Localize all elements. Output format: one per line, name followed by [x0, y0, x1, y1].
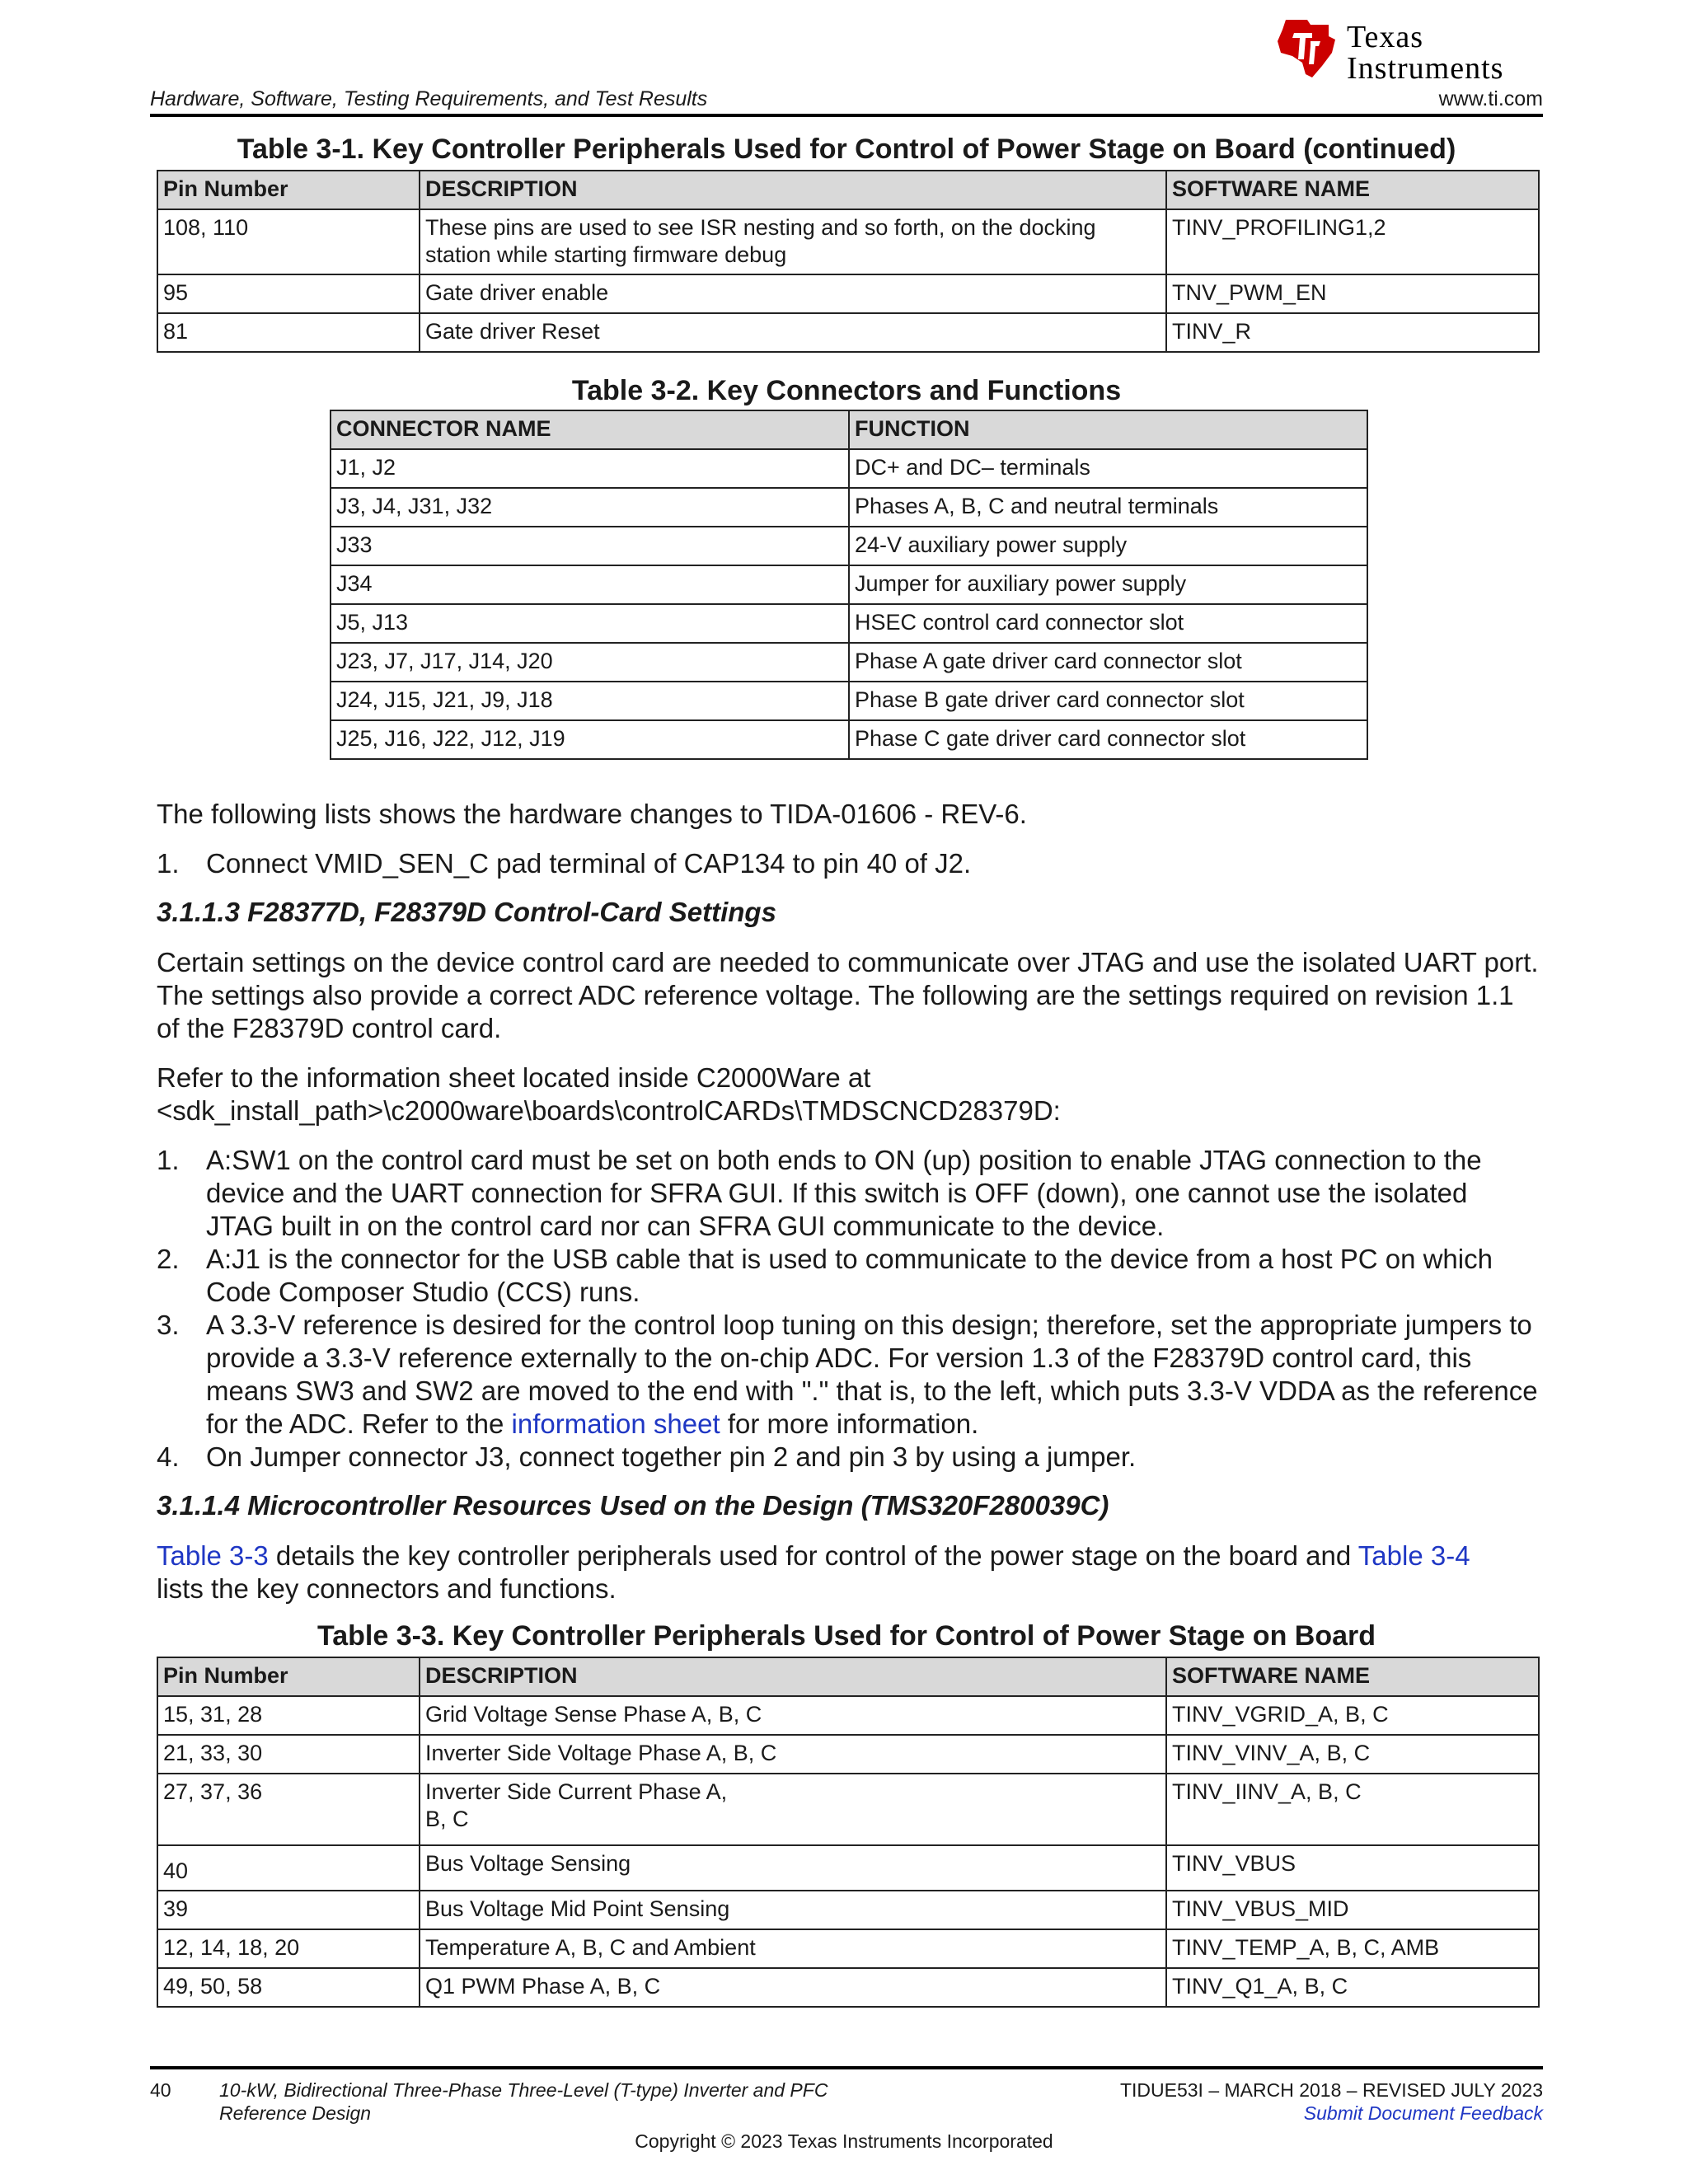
table-cell: Jumper for auxiliary power supply	[849, 565, 1367, 604]
table-cell: J23, J7, J17, J14, J20	[331, 643, 849, 682]
table3	[157, 1657, 1540, 2008]
footer-copyright: Copyright © 2023 Texas Instruments Incorporated	[635, 2130, 1053, 2152]
table-row	[157, 1891, 1539, 1929]
ti-logo	[1274, 16, 1548, 86]
header-website-link[interactable]: www.ti.com	[1438, 87, 1543, 110]
table1-header-cell: DESCRIPTION	[420, 171, 1166, 209]
header-divider	[150, 114, 1543, 117]
list-item-number: 3.	[157, 1310, 180, 1340]
page-number: 40	[150, 2079, 171, 2101]
table-row	[157, 1968, 1539, 2007]
section-heading-3113: 3.1.1.3 F28377D, F28379D Control-Card Settings	[157, 897, 776, 927]
table-cell: 40	[157, 1845, 420, 1891]
submit-feedback-link[interactable]: Submit Document Feedback	[1303, 2102, 1543, 2124]
list-item: A:SW1 on the control card must be set on both ends to ON (up) position to enable JTAG connection to the device and the UART connection for SFRA GUI. If this switch is OFF (down), one cannot use the isolated JTAG built in on the control card nor can SFRA GUI communicate to the device.	[206, 1145, 1482, 1241]
table-cell: J3, J4, J31, J32	[331, 488, 849, 527]
table1-header-cell: SOFTWARE NAME	[1166, 171, 1539, 209]
table3-header-cell: SOFTWARE NAME	[1166, 1657, 1539, 1696]
table-cell: Phase A gate driver card connector slot	[849, 643, 1367, 682]
table2-header-cell: FUNCTION	[849, 410, 1367, 449]
table-3-3-link[interactable]: Table 3-3	[157, 1540, 269, 1571]
tables-paragraph-end: lists the key connectors and functions.	[157, 1573, 617, 1604]
table-cell: Grid Voltage Sense Phase A, B, C	[420, 1696, 1166, 1735]
information-sheet-link[interactable]: information sheet	[511, 1408, 720, 1439]
list-item-text: A 3.3-V reference is desired for the control loop tuning on this design; therefore, set the appropriate jumpers to provide a 3.3-V reference externally to the on-chip ADC. For version 1.3 of the F28379D control card, this means SW3 and SW2 are moved to the end with "." that is, to the left, which puts 3.3-V VDDA as the reference for the ADC. Refer to the	[206, 1310, 1538, 1439]
table-cell: Inverter Side Current Phase A, B, C	[420, 1774, 1166, 1845]
table-cell: TINV_VBUS	[1166, 1845, 1539, 1891]
table-cell: Inverter Side Voltage Phase A, B, C	[420, 1735, 1166, 1774]
list-item-number: 2.	[157, 1244, 180, 1274]
table-row	[157, 1774, 1539, 1845]
table-cell: J25, J16, J22, J12, J19	[331, 720, 849, 759]
table2	[330, 410, 1368, 760]
table-cell: J1, J2	[331, 449, 849, 488]
table3-caption: Table 3-3. Key Controller Peripherals Used for Control of Power Stage on Board	[316, 1620, 1376, 1652]
table-cell: 81	[157, 313, 420, 352]
table-cell: Phase C gate driver card connector slot	[849, 720, 1367, 759]
table2-header-row	[331, 410, 1367, 449]
table-row	[331, 527, 1367, 565]
table2-header-cell: CONNECTOR NAME	[331, 410, 849, 449]
hw-changes-intro: The following lists shows the hardware changes to TIDA-01606 - REV-6.	[157, 799, 1027, 829]
table-row	[157, 1845, 1539, 1891]
table1-header-cell: Pin Number	[157, 171, 420, 209]
footer-doc-title-line2: Reference Design	[219, 2102, 372, 2124]
table-cell: Q1 PWM Phase A, B, C	[420, 1968, 1166, 2007]
logo-text-instruments: Instruments	[1347, 51, 1504, 86]
table2-caption: Table 3-2. Key Connectors and Functions	[571, 375, 1122, 406]
table-cell: TNV_PWM_EN	[1166, 274, 1539, 313]
table-cell: Phase B gate driver card connector slot	[849, 682, 1367, 720]
table1-header-row	[157, 171, 1539, 209]
table-row	[331, 449, 1367, 488]
table3-header-row	[157, 1657, 1539, 1696]
footer-divider	[150, 2066, 1543, 2069]
table-cell: HSEC control card connector slot	[849, 604, 1367, 643]
table-cell: TINV_VBUS_MID	[1166, 1891, 1539, 1929]
table-cell: TINV_Q1_A, B, C	[1166, 1968, 1539, 2007]
table-row	[331, 720, 1367, 759]
table-cell: 24-V auxiliary power supply	[849, 527, 1367, 565]
table-cell: 108, 110	[157, 209, 420, 274]
list-item-number: 4.	[157, 1441, 180, 1472]
refer-paragraph-line1: Refer to the information sheet located inside C2000Ware at	[157, 1062, 871, 1093]
table-cell: J34	[331, 565, 849, 604]
table-cell: Gate driver Reset	[420, 313, 1166, 352]
footer-doc-title-line1: 10-kW, Bidirectional Three-Phase Three-Level (T-type) Inverter and PFC	[219, 2079, 828, 2101]
tables-paragraph	[157, 1540, 1541, 1572]
table-cell: J24, J15, J21, J9, J18	[331, 682, 849, 720]
table3-header-cell: DESCRIPTION	[420, 1657, 1166, 1696]
logo-text-texas: Texas	[1347, 20, 1424, 54]
list-item-number: 1.	[157, 1145, 180, 1175]
table-cell: TINV_IINV_A, B, C	[1166, 1774, 1539, 1845]
table1-caption: Table 3-1. Key Controller Peripherals Used for Control of Power Stage on Board (continued)	[237, 134, 1456, 165]
table-cell: 49, 50, 58	[157, 1968, 420, 2007]
table-cell: 15, 31, 28	[157, 1696, 420, 1735]
ti-logo-icon	[1274, 16, 1343, 79]
table-row	[157, 274, 1539, 313]
list-item	[206, 1309, 1541, 1441]
table1	[157, 170, 1540, 353]
list-item: A:J1 is the connector for the USB cable that is used to communicate to the device from a host PC on which Code Composer Studio (CCS) runs.	[206, 1244, 1493, 1307]
table-row	[157, 209, 1539, 274]
table-cell: TINV_VGRID_A, B, C	[1166, 1696, 1539, 1735]
table-cell: 39	[157, 1891, 420, 1929]
table-row	[331, 604, 1367, 643]
table-cell: TINV_VINV_A, B, C	[1166, 1735, 1539, 1774]
hw-change-item: Connect VMID_SEN_C pad terminal of CAP134 to pin 40 of J2.	[206, 848, 972, 879]
tables-paragraph-text: details the key controller peripherals used for control of the power stage on the board and	[268, 1540, 1358, 1571]
list-item-text: for more information.	[720, 1408, 979, 1439]
table-cell: Phases A, B, C and neutral terminals	[849, 488, 1367, 527]
table-3-4-link[interactable]: Table 3-4	[1357, 1540, 1470, 1571]
table-row	[157, 1735, 1539, 1774]
table-cell: Gate driver enable	[420, 274, 1166, 313]
table-row	[157, 313, 1539, 352]
hw-change-number: 1.	[157, 848, 180, 879]
table-row	[331, 488, 1367, 527]
footer-doc-id: TIDUE53I – MARCH 2018 – REVISED JULY 2023	[1119, 2079, 1543, 2101]
settings-paragraph: Certain settings on the device control card are needed to communicate over JTAG and use the isolated UART port. The settings also provide a correct ADC reference voltage. The following are the settings required on revision 1.1 of the F28379D control card.	[157, 947, 1539, 1043]
table-cell: J33	[331, 527, 849, 565]
table-cell: J5, J13	[331, 604, 849, 643]
list-item: On Jumper connector J3, connect together pin 2 and pin 3 by using a jumper.	[206, 1441, 1137, 1472]
table-row	[331, 682, 1367, 720]
table-cell: 95	[157, 274, 420, 313]
table-cell: 21, 33, 30	[157, 1735, 420, 1774]
section-heading-3114: 3.1.1.4 Microcontroller Resources Used on the Design (TMS320F280039C)	[157, 1490, 1109, 1521]
table-row	[331, 565, 1367, 604]
refer-paragraph-path: <sdk_install_path>\c2000ware\boards\controlCARDs\TMDSCNCD28379D:	[157, 1095, 1061, 1126]
table-cell: TINV_PROFILING1,2	[1166, 209, 1539, 274]
table-cell: Bus Voltage Mid Point Sensing	[420, 1891, 1166, 1929]
table-cell: These pins are used to see ISR nesting and so forth, on the docking station while starting firmware debug	[420, 209, 1166, 274]
table-row	[157, 1696, 1539, 1735]
table-cell: TINV_TEMP_A, B, C, AMB	[1166, 1929, 1539, 1968]
table-cell: Bus Voltage Sensing	[420, 1845, 1166, 1891]
table-cell: Temperature A, B, C and Ambient	[420, 1929, 1166, 1968]
header-section-title: Hardware, Software, Testing Requirements, and Test Results	[150, 87, 708, 110]
table-row	[331, 643, 1367, 682]
table-cell: TINV_R	[1166, 313, 1539, 352]
table-cell: 12, 14, 18, 20	[157, 1929, 420, 1968]
table-cell: 27, 37, 36	[157, 1774, 420, 1845]
table-cell: DC+ and DC– terminals	[849, 449, 1367, 488]
table3-header-cell: Pin Number	[157, 1657, 420, 1696]
table-row	[157, 1929, 1539, 1968]
